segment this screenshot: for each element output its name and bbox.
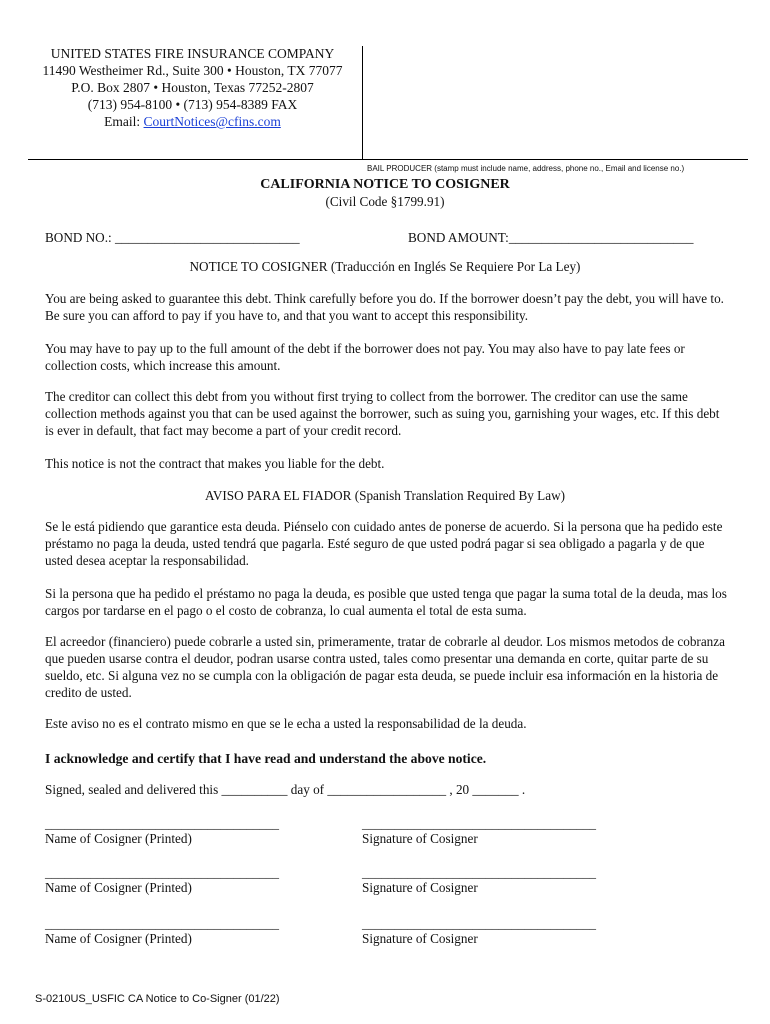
english-paragraph-1: You are being asked to guarantee this debt. Think carefully before you do. If the borrower doesn’t pay the debt, you will have to. Be sure you can afford to pay if you have to, and that you want to accept this responsibility. [45, 291, 724, 323]
cosigner-signature-line-1[interactable]: ____________________________________ [362, 816, 596, 831]
english-paragraph-3: The creditor can collect this debt from you without first trying to collect from the borrower. The creditor can use the same collection methods against you that can be used against the borrower, such as suing you, garnishing your wages, etc. If this debt is ever in default, that fact may become a part of your credit record. [45, 389, 720, 438]
english-notice-heading: NOTICE TO COSIGNER (Traducción en Inglés Se Requiere Por La Ley) [189, 259, 581, 274]
stamp-box-divider [362, 46, 363, 160]
email-link[interactable]: CourtNotices@cfins.com [143, 114, 281, 129]
civil-code-reference: (Civil Code §1799.91) [325, 194, 445, 209]
cosigner-signature-label-2: Signature of Cosigner [362, 880, 478, 895]
english-paragraph-4: This notice is not the contract that makes you liable for the debt. [45, 456, 385, 471]
bond-amount-field[interactable]: BOND AMOUNT:____________________________ [408, 230, 694, 245]
email-label: Email: [104, 114, 144, 129]
company-po-box: P.O. Box 2807 • Houston, Texas 77252-2807 [71, 80, 314, 95]
company-header [30, 45, 355, 130]
company-address: 11490 Westheimer Rd., Suite 300 • Houston, TX 77077 [42, 63, 343, 78]
spanish-notice-heading: AVISO PARA EL FIADOR (Spanish Translation Required By Law) [205, 488, 565, 503]
english-paragraph-2: You may have to pay up to the full amount of the debt if the borrower does not pay. You may also have to pay late fees or collection costs, which increase this amount. [45, 341, 685, 373]
document-title: CALIFORNIA NOTICE TO COSIGNER [260, 177, 510, 192]
stamp-box-bottom-rule [28, 159, 748, 160]
form-number-footer: S-0210US_USFIC CA Notice to Co-Signer (01/22) [35, 993, 280, 1005]
spanish-paragraph-1: Se le está pidiendo que garantice esta deuda. Piénselo con cuidado antes de ponerse de acuerdo. Si la persona que ha pedido este préstamo no paga la deuda, usted tendrá que pagarla. Esté seguro de que usted podrá pagar si sea obligado a pagarla y de que usted desea aceptar la responsabilidad. [45, 519, 723, 568]
bail-producer-caption: BAIL PRODUCER (stamp must include name, address, phone no., Email and license no.) [367, 164, 685, 173]
company-name: UNITED STATES FIRE INSURANCE COMPANY [50, 46, 335, 61]
company-phone: (713) 954-8100 • (713) 954-8389 FAX [87, 97, 298, 112]
cosigner-name-line-3[interactable]: ____________________________________ [45, 916, 279, 931]
cosigner-signature-line-3[interactable]: ____________________________________ [362, 916, 596, 931]
spanish-paragraph-2: Si la persona que ha pedido el préstamo no paga la deuda, es posible que usted tenga que pagar la suma total de la deuda, mas los cargos por tardarse en el pago o el costo de cobranza, lo cual aumenta el total de esta suma. [45, 586, 727, 618]
cosigner-signature-label-3: Signature of Cosigner [362, 931, 478, 946]
spanish-paragraph-3: El acreedor (financiero) puede cobrarle a usted sin, primeramente, tratar de cobrarle al deudor. Los mismos metodos de cobranza que pueden usarse contra el deudor, podran usarse contra usted, tales como presentar una demanda en corte, quitar parte de su sueldo, etc. Si alguna vez no se cumpla con la obligación de pagar esta deuda, se puede incluir esa información en la historia de credito de usted. [45, 634, 725, 700]
bond-number-field[interactable]: BOND NO.: ____________________________ [45, 230, 300, 245]
cosigner-signature-line-2[interactable]: ____________________________________ [362, 865, 596, 880]
acknowledgement-statement: I acknowledge and certify that I have read and understand the above notice. [45, 751, 487, 766]
cosigner-name-line-2[interactable]: ____________________________________ [45, 865, 279, 880]
company-email [30, 113, 355, 130]
signed-date-field[interactable]: Signed, sealed and delivered this __________ day of __________________ , 20 _______ . [45, 782, 526, 797]
cosigner-name-line-1[interactable]: ____________________________________ [45, 816, 279, 831]
cosigner-name-label-2: Name of Cosigner (Printed) [45, 880, 192, 895]
cosigner-name-label-3: Name of Cosigner (Printed) [45, 931, 192, 946]
cosigner-signature-label-1: Signature of Cosigner [362, 831, 478, 846]
cosigner-name-label-1: Name of Cosigner (Printed) [45, 831, 192, 846]
spanish-paragraph-4: Este aviso no es el contrato mismo en que se le echa a usted la responsabilidad de la deuda. [45, 716, 527, 731]
